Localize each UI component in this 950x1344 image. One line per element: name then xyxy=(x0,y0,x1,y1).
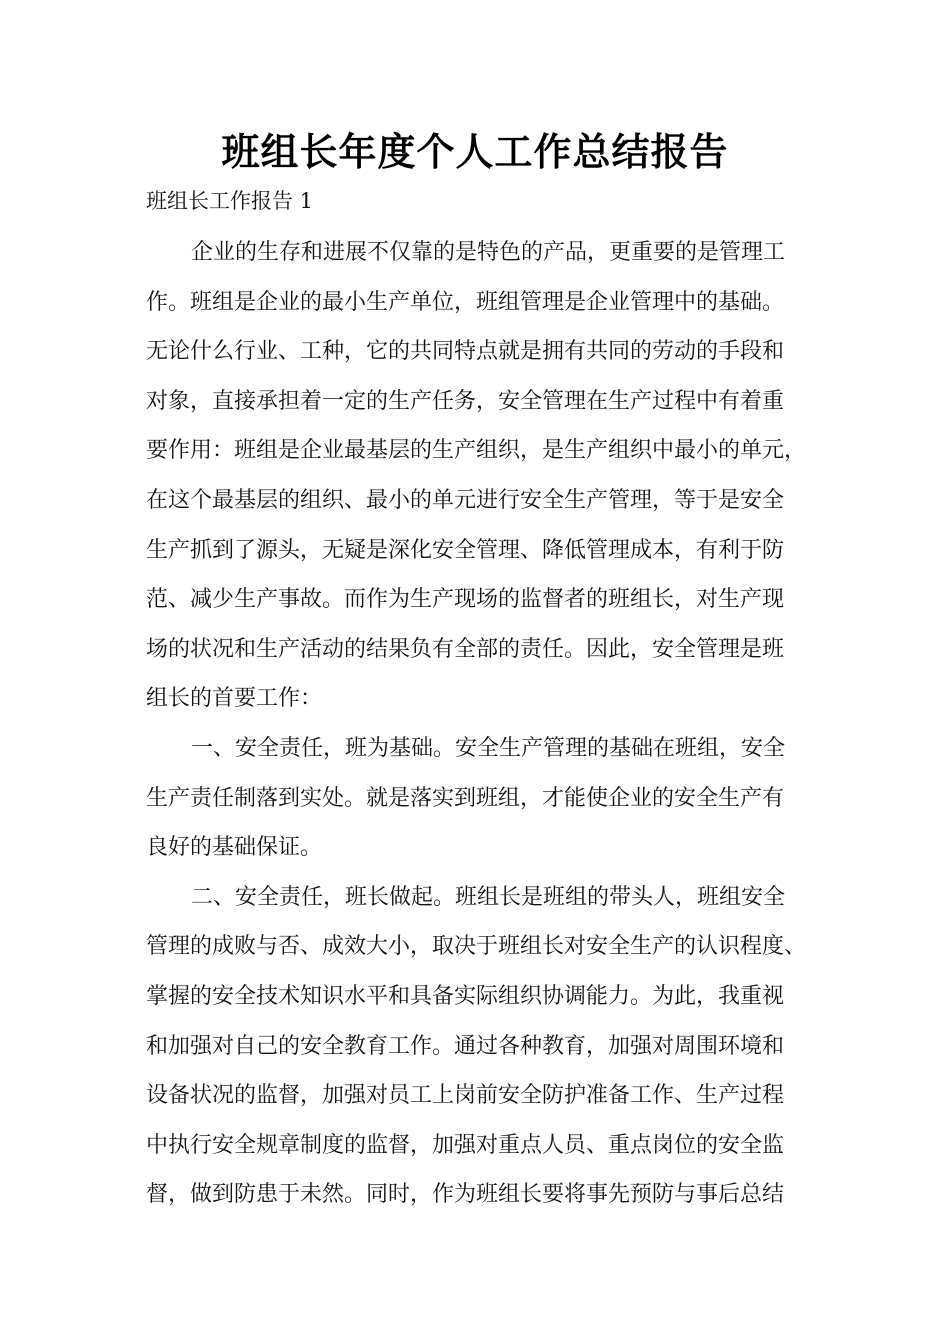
paragraph-line: 生产抓到了源头，无疑是深化安全管理、降低管理成本，有利于防 xyxy=(146,537,785,563)
document-subtitle: 班组长工作报告 1 xyxy=(146,189,314,213)
paragraph-line: 督，做到防患于未然。同时，作为班组长要将事先预防与事后总结 xyxy=(146,1182,785,1208)
paragraph-line: 组长的首要工作： xyxy=(146,686,323,712)
paragraph-line: 作。班组是企业的最小生产单位，班组管理是企业管理中的基础。 xyxy=(146,289,785,315)
paragraph-line: 对象，直接承担着一定的生产任务，安全管理在生产过程中有着重 xyxy=(146,388,785,414)
paragraph-line: 企业的生存和进展不仅靠的是特色的产品，更重要的是管理工 xyxy=(191,240,786,265)
paragraph-line: 范、减少生产事故。而作为生产现场的监督者的班组长，对生产现 xyxy=(146,587,785,613)
paragraph-line: 要作用：班组是企业最基层的生产组织，是生产组织中最小的单元， xyxy=(146,438,807,464)
paragraph-line: 生产责任制落到实处。就是落实到班组，才能使企业的安全生产有 xyxy=(146,785,785,811)
document-body xyxy=(146,233,826,1225)
paragraph-line: 在这个最基层的组织、最小的单元进行安全生产管理，等于是安全 xyxy=(146,487,785,513)
paragraph-line: 一、安全责任，班为基础。安全生产管理的基础在班组，安全 xyxy=(191,735,786,761)
paragraph-line: 中执行安全规章制度的监督，加强对重点人员、重点岗位的安全监 xyxy=(146,1132,785,1158)
paragraph-line: 和加强对自己的安全教育工作。通过各种教育，加强对周围环境和 xyxy=(146,1033,785,1059)
paragraph-line: 良好的基础保证。 xyxy=(146,835,323,861)
paragraph-line: 场的状况和生产活动的结果负有全部的责任。因此，安全管理是班 xyxy=(146,636,785,662)
paragraph-line: 掌握的安全技术知识水平和具备实际组织协调能力。为此，我重视 xyxy=(146,983,785,1009)
paragraph-line: 管理的成败与否、成效大小，取决于班组长对安全生产的认识程度、 xyxy=(146,934,807,960)
paragraph-line: 二、安全责任，班长做起。班组长是班组的带头人，班组安全 xyxy=(191,884,786,910)
document-title: 班组长年度个人工作总结报告 xyxy=(221,130,729,174)
paragraph-line: 无论什么行业、工种，它的共同特点就是拥有共同的劳动的手段和 xyxy=(146,339,785,365)
paragraph-line: 设备状况的监督，加强对员工上岗前安全防护准备工作、生产过程 xyxy=(146,1083,785,1109)
